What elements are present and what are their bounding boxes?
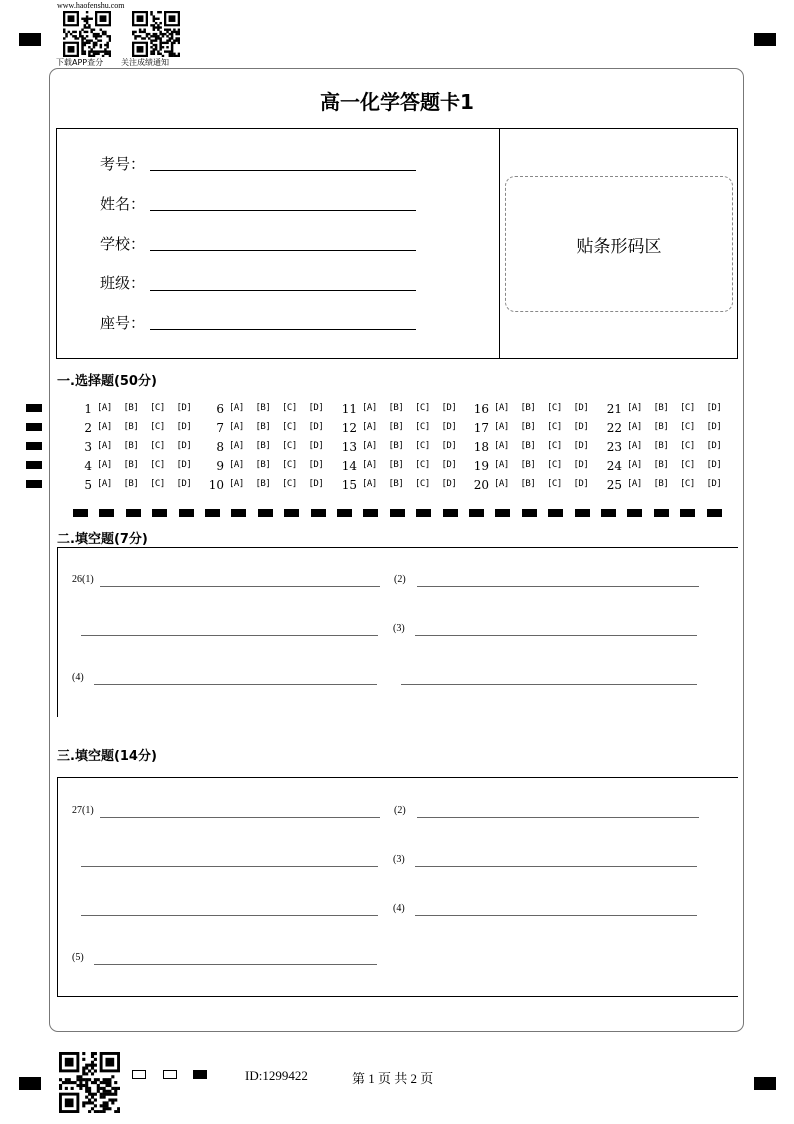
question-number-11: 11	[341, 402, 357, 416]
q26-part3-label: (3)	[393, 623, 405, 634]
q27-part4-label: (4)	[393, 903, 405, 914]
q3-option-c[interactable]: [C]	[150, 441, 165, 451]
q22-option-c[interactable]: [C]	[680, 422, 695, 432]
column-timing-mark	[575, 509, 590, 517]
q26-part4-label: (4)	[72, 672, 84, 683]
q6-option-b[interactable]: [B]	[255, 403, 271, 413]
q8-option-d[interactable]: [D]	[308, 441, 324, 451]
question-number-1: 1	[84, 402, 92, 416]
row-timing-mark	[26, 480, 42, 488]
q10-option-b[interactable]: [B]	[255, 479, 271, 489]
q1-option-b[interactable]: [B]	[123, 403, 139, 413]
website-url: www.haofenshu.com	[57, 1, 125, 10]
column-timing-mark	[443, 509, 458, 517]
q19-option-d[interactable]: [D]	[573, 460, 589, 470]
q26-part3-line[interactable]	[415, 635, 697, 636]
q8-option-a[interactable]: [A]	[229, 441, 244, 451]
q12-option-d[interactable]: [D]	[441, 422, 457, 432]
qr-caption-app: 下载APP查分	[56, 58, 104, 67]
q2-option-d[interactable]: [D]	[176, 422, 192, 432]
qr-code-wechat	[132, 11, 180, 57]
school-field[interactable]	[150, 250, 416, 251]
status-square-1	[132, 1070, 146, 1079]
q10-option-d[interactable]: [D]	[308, 479, 324, 489]
school-label: 学校：	[100, 235, 146, 253]
q27-part5-label: (5)	[72, 952, 84, 963]
column-timing-mark	[680, 509, 695, 517]
corner-mark-bottom-right	[754, 1077, 776, 1090]
q23-option-a[interactable]: [A]	[627, 441, 642, 451]
q15-option-d[interactable]: [D]	[441, 479, 457, 489]
q3-option-a[interactable]: [A]	[97, 441, 112, 451]
column-timing-mark	[311, 509, 326, 517]
column-timing-mark	[258, 509, 273, 517]
class-label: 班级：	[100, 274, 146, 292]
q26-part2-line[interactable]	[417, 586, 699, 587]
q2-option-c[interactable]: [C]	[150, 422, 165, 432]
column-timing-mark	[601, 509, 616, 517]
question-number-24: 24	[606, 459, 622, 473]
q6-option-a[interactable]: [A]	[229, 403, 244, 413]
q17-option-a[interactable]: [A]	[494, 422, 509, 432]
corner-mark-top-left	[19, 33, 41, 46]
q6-option-c[interactable]: [C]	[282, 403, 297, 413]
q16-option-b[interactable]: [B]	[520, 403, 536, 413]
q24-option-a[interactable]: [A]	[627, 460, 642, 470]
q7-option-d[interactable]: [D]	[308, 422, 324, 432]
column-timing-mark	[522, 509, 537, 517]
name-label: 姓名：	[100, 195, 146, 213]
page-number: 第 1 页 共 2 页	[352, 1071, 434, 1086]
q24-option-c[interactable]: [C]	[680, 460, 695, 470]
column-timing-mark	[654, 509, 669, 517]
q25-option-d[interactable]: [D]	[706, 479, 722, 489]
q18-option-c[interactable]: [C]	[547, 441, 562, 451]
q26-part1-label: 26(1)	[72, 574, 94, 585]
q27-part3-line[interactable]	[415, 866, 697, 867]
q4-option-b[interactable]: [B]	[123, 460, 139, 470]
q19-option-c[interactable]: [C]	[547, 460, 562, 470]
q26-part1-line-2[interactable]	[81, 635, 378, 636]
question-number-2: 2	[84, 421, 92, 435]
column-timing-mark	[390, 509, 405, 517]
class-field[interactable]	[150, 290, 416, 291]
row-timing-mark	[26, 404, 42, 412]
q27-part1-label: 27(1)	[72, 805, 94, 816]
name-field[interactable]	[150, 210, 416, 211]
q1-option-a[interactable]: [A]	[97, 403, 112, 413]
row-timing-mark	[26, 442, 42, 450]
q23-option-c[interactable]: [C]	[680, 441, 695, 451]
qr-code-footer	[59, 1052, 120, 1113]
q27-part2-label: (2)	[394, 805, 406, 816]
q11-option-b[interactable]: [B]	[388, 403, 404, 413]
q14-option-b[interactable]: [B]	[388, 460, 404, 470]
q10-option-c[interactable]: [C]	[282, 479, 297, 489]
row-timing-mark	[26, 423, 42, 431]
column-timing-mark	[152, 509, 167, 517]
q5-option-b[interactable]: [B]	[123, 479, 139, 489]
q7-option-b[interactable]: [B]	[255, 422, 271, 432]
question-number-12: 12	[341, 421, 357, 435]
question-number-23: 23	[606, 440, 622, 454]
q20-option-d[interactable]: [D]	[573, 479, 589, 489]
q2-option-b[interactable]: [B]	[123, 422, 139, 432]
q17-option-d[interactable]: [D]	[573, 422, 589, 432]
info-divider	[499, 128, 500, 359]
seat-label: 座号：	[100, 314, 146, 332]
corner-mark-top-right	[754, 33, 776, 46]
question-number-8: 8	[216, 440, 224, 454]
q19-option-a[interactable]: [A]	[494, 460, 509, 470]
q6-option-d[interactable]: [D]	[308, 403, 324, 413]
q13-option-d[interactable]: [D]	[441, 441, 457, 451]
q15-option-b[interactable]: [B]	[388, 479, 404, 489]
q12-option-a[interactable]: [A]	[362, 422, 377, 432]
q13-option-c[interactable]: [C]	[415, 441, 430, 451]
question-number-4: 4	[84, 459, 92, 473]
q11-option-c[interactable]: [C]	[415, 403, 430, 413]
column-timing-mark	[337, 509, 352, 517]
q21-option-d[interactable]: [D]	[706, 403, 722, 413]
q3-option-b[interactable]: [B]	[123, 441, 139, 451]
question-number-10: 10	[208, 478, 224, 492]
q27-part3-label: (3)	[393, 854, 405, 865]
page-title: 高一化学答题卡1	[320, 90, 474, 114]
question-number-14: 14	[341, 459, 357, 473]
q12-option-b[interactable]: [B]	[388, 422, 404, 432]
q14-option-a[interactable]: [A]	[362, 460, 377, 470]
column-timing-mark	[73, 509, 88, 517]
q10-option-a[interactable]: [A]	[229, 479, 244, 489]
row-timing-mark	[26, 461, 42, 469]
q13-option-b[interactable]: [B]	[388, 441, 404, 451]
column-timing-mark	[205, 509, 220, 517]
q25-option-a[interactable]: [A]	[627, 479, 642, 489]
q1-option-c[interactable]: [C]	[150, 403, 165, 413]
q21-option-b[interactable]: [B]	[653, 403, 669, 413]
column-timing-mark	[627, 509, 642, 517]
q18-option-d[interactable]: [D]	[573, 441, 589, 451]
q15-option-a[interactable]: [A]	[362, 479, 377, 489]
question-number-5: 5	[84, 478, 92, 492]
q8-option-c[interactable]: [C]	[282, 441, 297, 451]
q16-option-a[interactable]: [A]	[494, 403, 509, 413]
q9-option-a[interactable]: [A]	[229, 460, 244, 470]
q21-option-a[interactable]: [A]	[627, 403, 642, 413]
q27-part2-line-2[interactable]	[81, 866, 378, 867]
q22-option-b[interactable]: [B]	[653, 422, 669, 432]
q25-option-b[interactable]: [B]	[653, 479, 669, 489]
q17-option-c[interactable]: [C]	[547, 422, 562, 432]
section-1-title: 一.选择题(50分)	[57, 374, 157, 389]
q4-option-c[interactable]: [C]	[150, 460, 165, 470]
q4-option-d[interactable]: [D]	[176, 460, 192, 470]
status-square-3-filled	[193, 1070, 207, 1079]
question-number-17: 17	[473, 421, 489, 435]
qr-caption-wechat: 关注成绩通知	[121, 58, 169, 67]
seat-field[interactable]	[150, 329, 416, 330]
column-timing-mark	[363, 509, 378, 517]
q20-option-b[interactable]: [B]	[520, 479, 536, 489]
q5-option-c[interactable]: [C]	[150, 479, 165, 489]
status-square-2	[163, 1070, 177, 1079]
q27-part2-line[interactable]	[417, 817, 699, 818]
question-number-9: 9	[216, 459, 224, 473]
q18-option-b[interactable]: [B]	[520, 441, 536, 451]
q21-option-c[interactable]: [C]	[680, 403, 695, 413]
q27-part3-line-2[interactable]	[81, 915, 378, 916]
q27-part1-line[interactable]	[100, 817, 380, 818]
q20-option-a[interactable]: [A]	[494, 479, 509, 489]
q17-option-b[interactable]: [B]	[520, 422, 536, 432]
barcode-area: 贴条形码区	[505, 176, 733, 312]
q22-option-d[interactable]: [D]	[706, 422, 722, 432]
exam-number-field[interactable]	[150, 170, 416, 171]
q25-option-c[interactable]: [C]	[680, 479, 695, 489]
q3-option-d[interactable]: [D]	[176, 441, 192, 451]
q26-part4-line[interactable]	[94, 684, 377, 685]
question-number-16: 16	[473, 402, 489, 416]
q5-option-a[interactable]: [A]	[97, 479, 112, 489]
q18-option-a[interactable]: [A]	[494, 441, 509, 451]
q4-option-a[interactable]: [A]	[97, 460, 112, 470]
q13-option-a[interactable]: [A]	[362, 441, 377, 451]
column-timing-mark	[126, 509, 141, 517]
column-timing-mark	[416, 509, 431, 517]
q16-option-d[interactable]: [D]	[573, 403, 589, 413]
question-number-22: 22	[606, 421, 622, 435]
q26-part2-label: (2)	[394, 574, 406, 585]
q14-option-c[interactable]: [C]	[415, 460, 430, 470]
qr-code-app	[63, 11, 111, 57]
question-number-25: 25	[606, 478, 622, 492]
q7-option-c[interactable]: [C]	[282, 422, 297, 432]
q9-option-b[interactable]: [B]	[255, 460, 271, 470]
question-number-7: 7	[216, 421, 224, 435]
question-number-20: 20	[473, 478, 489, 492]
q12-option-c[interactable]: [C]	[415, 422, 430, 432]
q23-option-b[interactable]: [B]	[653, 441, 669, 451]
column-timing-mark	[495, 509, 510, 517]
q22-option-a[interactable]: [A]	[627, 422, 642, 432]
column-timing-mark	[548, 509, 563, 517]
column-timing-mark	[707, 509, 722, 517]
question-number-15: 15	[341, 478, 357, 492]
question-number-13: 13	[341, 440, 357, 454]
q24-option-d[interactable]: [D]	[706, 460, 722, 470]
section-2-title: 二.填空题(7分)	[57, 532, 148, 547]
q24-option-b[interactable]: [B]	[653, 460, 669, 470]
q26-part4-line-2[interactable]	[401, 684, 697, 685]
question-number-3: 3	[84, 440, 92, 454]
column-timing-mark	[284, 509, 299, 517]
q15-option-c[interactable]: [C]	[415, 479, 430, 489]
q2-option-a[interactable]: [A]	[97, 422, 112, 432]
q27-part5-line[interactable]	[94, 964, 377, 965]
q11-option-d[interactable]: [D]	[441, 403, 457, 413]
column-timing-mark	[179, 509, 194, 517]
question-number-19: 19	[473, 459, 489, 473]
sheet-id: ID:1299422	[245, 1068, 308, 1083]
q9-option-d[interactable]: [D]	[308, 460, 324, 470]
corner-mark-bottom-left	[19, 1077, 41, 1090]
q11-option-a[interactable]: [A]	[362, 403, 377, 413]
q23-option-d[interactable]: [D]	[706, 441, 722, 451]
q1-option-d[interactable]: [D]	[176, 403, 192, 413]
exam-number-label: 考号：	[100, 155, 146, 173]
q14-option-d[interactable]: [D]	[441, 460, 457, 470]
section-3-title: 三.填空题(14分)	[57, 749, 157, 764]
q27-part4-line[interactable]	[415, 915, 697, 916]
q19-option-b[interactable]: [B]	[520, 460, 536, 470]
question-number-18: 18	[473, 440, 489, 454]
column-timing-mark	[99, 509, 114, 517]
q20-option-c[interactable]: [C]	[547, 479, 562, 489]
question-number-6: 6	[216, 402, 224, 416]
q9-option-c[interactable]: [C]	[282, 460, 297, 470]
q7-option-a[interactable]: [A]	[229, 422, 244, 432]
q5-option-d[interactable]: [D]	[176, 479, 192, 489]
q26-part1-line[interactable]	[100, 586, 380, 587]
column-timing-mark	[231, 509, 246, 517]
q16-option-c[interactable]: [C]	[547, 403, 562, 413]
column-timing-mark	[469, 509, 484, 517]
q8-option-b[interactable]: [B]	[255, 441, 271, 451]
question-number-21: 21	[606, 402, 622, 416]
